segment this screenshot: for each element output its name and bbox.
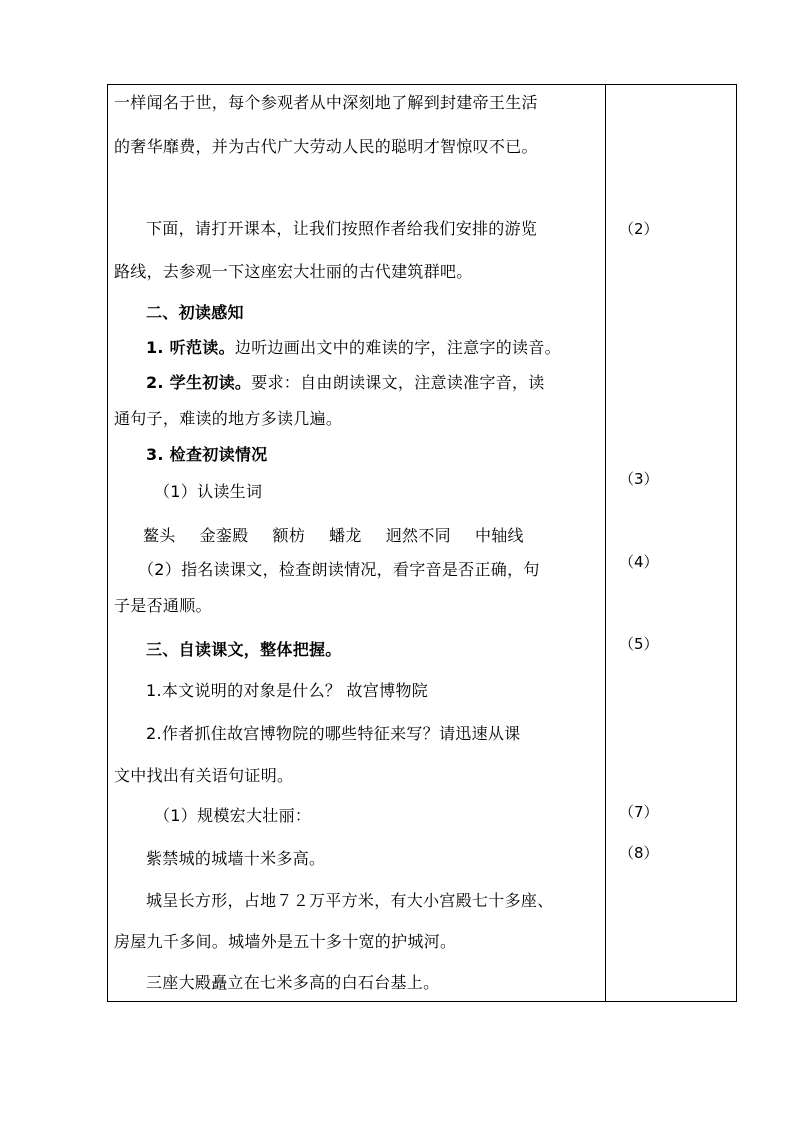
p2-line2: 路线，去参观一下这座宏大壮丽的古代建筑群吧。 — [114, 262, 473, 281]
vocab-word: 中轴线 — [474, 526, 524, 545]
vocab-word: 额枋 — [272, 526, 306, 545]
column-divider — [605, 84, 606, 1002]
vocab-word: 鳌头 — [143, 526, 176, 545]
s2-item-2-text: 要求：自由朗读课文，注意读准字音，读 — [251, 373, 545, 392]
p1-line1: 一样闻名于世，每个参观者从中深刻地了解到封建帝王生活 — [114, 93, 538, 112]
question-2-line1: 2.作者抓住故宫博物院的哪些特征来写？请迅速从课 — [146, 724, 521, 743]
p2-line1: 下面，请打开课本，让我们按照作者给我们安排的游览 — [146, 219, 538, 238]
p1-line2: 的奢华靡费，并为古代广大劳动人民的聪明才智惊叹不已。 — [114, 137, 538, 156]
answer-1-label: （1）规模宏大壮丽： — [154, 806, 312, 825]
answer-1-line3: 房屋九千多间。城墙外是五十多十宽的护城河。 — [114, 932, 457, 951]
sub-2-line2: 子是否通顺。 — [114, 596, 212, 615]
remark-label: （4） — [619, 553, 659, 571]
answer-1-line2: 城呈长方形，占地７２万平方米，有大小宫殿七十多座、 — [146, 891, 554, 910]
section-3-heading: 三、自读课文，整体把握。 — [146, 640, 342, 659]
remark-label: （7） — [619, 803, 659, 821]
s2-item-1-label: 1. 听范读。 — [146, 338, 235, 357]
vocab-word: 蟠龙 — [329, 526, 362, 545]
s2-item-2-label: 2. 学生初读。 — [146, 373, 252, 392]
s2-item-3: 3. 检查初读情况 — [146, 445, 268, 464]
question-1: 1.本文说明的对象是什么？ 故宫博物院 — [146, 681, 429, 700]
remark-label: （8） — [619, 844, 659, 862]
sub-2-line1: （2）指名读课文，检查朗读情况，看字音是否正确，句 — [138, 560, 540, 579]
vocab-word: 迥然不同 — [385, 526, 451, 545]
vocab-list — [143, 526, 548, 546]
remark-label: （2） — [619, 220, 659, 238]
answer-1-line1: 紫禁城的城墙十米多高。 — [146, 849, 326, 868]
s2-item-1-text: 边听边画出文中的难读的字，注意字的读音。 — [234, 338, 561, 357]
remark-label: （3） — [619, 470, 659, 488]
s2-item-2-line2: 通句子，难读的地方多读几遍。 — [114, 409, 343, 428]
vocab-word: 金銮殿 — [199, 526, 249, 545]
question-2-line2: 文中找出有关语句证明。 — [114, 766, 294, 785]
remark-label: （5） — [619, 635, 659, 653]
sub-1-label: （1）认读生词 — [154, 482, 263, 501]
s2-item-2 — [146, 373, 545, 393]
answer-1-line4: 三座大殿矗立在七米多高的白石台基上。 — [146, 973, 440, 992]
s2-item-1 — [146, 338, 561, 358]
section-2-heading: 二、初读感知 — [146, 303, 244, 322]
